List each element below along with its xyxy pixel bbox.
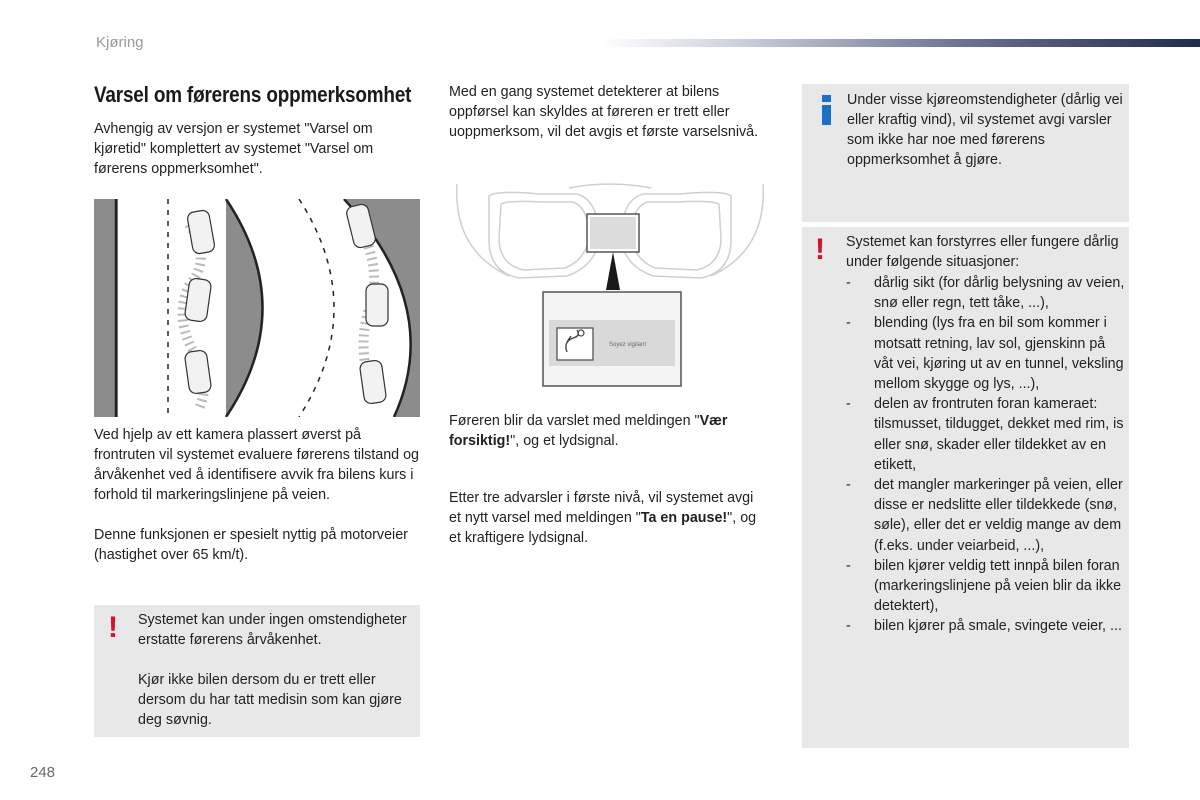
limitations-list xyxy=(846,273,1126,637)
alert-level-1-text: Føreren blir da varslet med meldingen "Vær forsiktig!", og et lydsignal. xyxy=(449,413,728,449)
list-item: - det mangler markeringer på veien, eller disse er nedslitte eller tildekkede (snø, søle), eller det er veldig mange av dem (f.eks. under veiarbeid, ...), xyxy=(846,477,1123,554)
detect-text: Med en gang systemet detekterer at bilens oppførsel kan skyldes at føreren er trett eller uoppmerksom, vil det avgis et første varselsnivå. xyxy=(449,84,759,140)
motorway-text: Denne funksjonen er spesielt nyttig på motorveier (hastighet over 65 km/t). xyxy=(94,527,408,563)
list-item: - dårlig sikt (for dårlig belysning av veien, snø eller regn, tett tåke, ...), xyxy=(846,275,1125,312)
warning-box-driver xyxy=(94,605,420,737)
list-item: - bilen kjører på smale, svingete veier, ... xyxy=(846,618,1122,635)
alert-level-2-text: Etter tre advarsler i første nivå, vil systemet avgi et nytt varsel med meldingen "Ta en pause!", og et kraftigere lydsignal. xyxy=(449,490,757,546)
instrument-cluster-illustration xyxy=(449,180,771,388)
list-item: - delen av frontruten foran kameraet: tilsmusset, tildugget, dekket med rim, is eller snø, skader eller tildekket av en etikett, xyxy=(846,396,1124,473)
warning-text-2: Kjør ikke bilen dersom du er trett eller dersom du har tatt medisin som kan gjøre deg søvnig. xyxy=(138,672,402,728)
warning-icon: ! xyxy=(815,233,825,266)
info-text: Under visse kjøreomstendigheter (dårlig vei eller kraftig vind), vil systemet avgi varsler som ikke har noe med førerens oppmerksomhet å gjøre. xyxy=(847,92,1123,168)
warning-text-1: Systemet kan under ingen omstendigheter erstatte førerens årvåkenhet. xyxy=(138,612,407,648)
page-title: Varsel om førerens oppmerksomhet xyxy=(94,82,412,107)
camera-text: Ved hjelp av ett kamera plassert øverst på frontruten vil systemet evaluere førerens tilstand og årvåkenhet ved å identifisere avvik fra bilens kurs i forhold til markeringslinjene på veien. xyxy=(94,427,420,503)
section-label: Kjøring xyxy=(96,34,144,51)
limitations-intro: Systemet kan forstyrres eller fungere dårlig under følgende situasjoner: xyxy=(846,234,1119,270)
list-item: - blending (lys fra en bil som kommer i motsatt retning, lav sol, gjenskinn på våt vei, kjøring ut av en tunnel, veksling mellom skygge og lys, ...), xyxy=(846,315,1124,393)
info-icon xyxy=(816,94,842,126)
warning-icon: ! xyxy=(108,611,118,644)
info-box xyxy=(802,84,1129,222)
list-item: - bilen kjører veldig tett innpå bilen foran (markeringslinjene på veien blir da ikke detektert), xyxy=(846,557,1122,615)
page-number: 248 xyxy=(30,764,56,781)
header-bar xyxy=(600,39,1200,47)
warning-box-limitations xyxy=(802,227,1129,748)
lane-drift-illustration xyxy=(94,199,420,417)
screen-label: Soyez vigilant xyxy=(609,342,647,348)
intro-text: Avhengig av versjon er systemet "Varsel om kjøretid" komplettert av systemet "Varsel om førerens oppmerksomhet". xyxy=(94,121,374,177)
